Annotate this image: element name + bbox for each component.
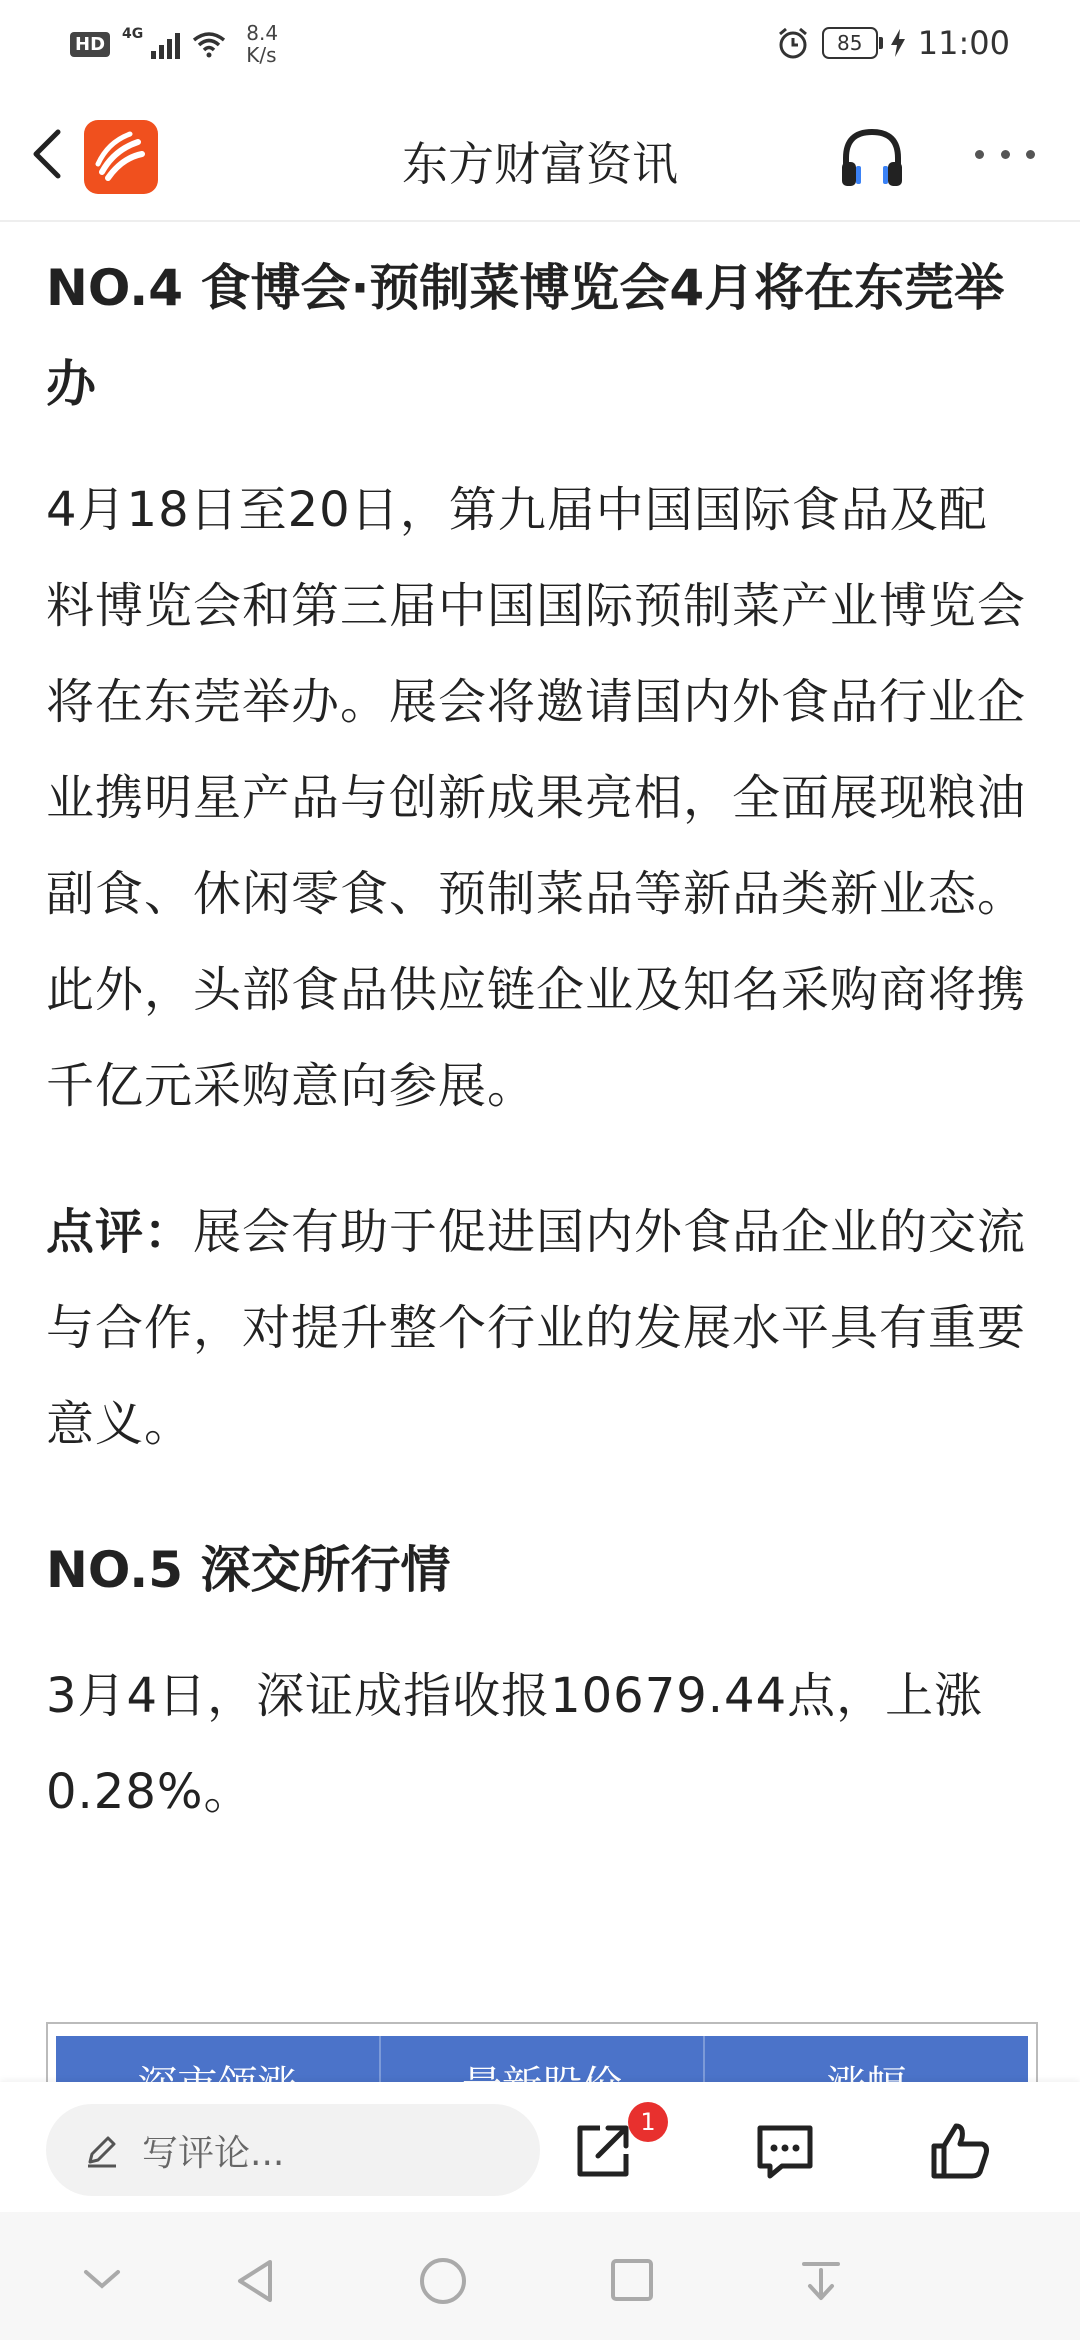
article-content [46,240,1036,1890]
nav-bar [0,100,1080,222]
comment-input[interactable] [46,2104,540,2196]
section5-title: NO.5 深交所行情 [46,1541,451,1599]
signal-icon [151,29,180,59]
nav-recents-icon[interactable] [608,2256,656,2304]
nav-home-icon[interactable] [418,2256,468,2306]
section5-body: 3月4日，深证成指收报10679.44点，上涨0.28%。 [46,1668,984,1820]
speed-value: 8.4 [246,21,279,45]
system-nav-bar [0,2212,1080,2340]
page-title: 东方财富资讯 [402,137,678,191]
comment-placeholder: 写评论... [142,2132,285,2174]
hd-indicator: HD [70,32,110,57]
section4-title: NO.4 食博会·预制菜博览会4月将在东莞举办 [46,259,1005,413]
comment-text: 展会有助于促进国内外食品企业的交流与合作，对提升整个行业的发展水平具有重要意义。 [46,1204,1027,1452]
collapse-chevron-icon[interactable] [80,2256,124,2300]
clock: 11:00 [917,24,1010,62]
comment-paragraph [46,1184,1036,1472]
like-icon[interactable] [928,2118,994,2184]
status-left [70,22,278,66]
comments-icon[interactable] [752,2118,818,2184]
alarm-icon [776,26,810,60]
share-icon[interactable] [570,2118,636,2184]
headphone-icon[interactable] [836,122,908,192]
battery-icon: 85 [822,27,878,59]
network-type: 4G [122,26,144,42]
comment-label: 点评： [46,1204,194,1260]
speed-unit: K/s [246,43,277,67]
share-badge: 1 [628,2102,668,2142]
pencil-icon [84,2132,120,2168]
nav-back-icon[interactable] [230,2256,280,2306]
bottom-toolbar [0,2082,1080,2212]
charging-icon [890,29,906,57]
status-right [776,24,1010,62]
network-speed [246,22,278,66]
wifi-icon [192,30,226,58]
status-bar [0,0,1080,90]
nav-download-icon[interactable] [796,2256,846,2306]
more-options-icon[interactable] [975,150,1035,162]
section4-body: 4月18日至20日，第九届中国国际食品及配料博览会和第三届中国国际预制菜产业博览会将在东莞举办。展会将邀请国内外食品行业企业携明星产品与创新成果亮相，全面展现粮油副食、休闲零食、预制菜品等新品类新业态。此外，头部食品供应链企业及知名采购商将携千亿元采购意向参展。 [46,482,1027,1114]
